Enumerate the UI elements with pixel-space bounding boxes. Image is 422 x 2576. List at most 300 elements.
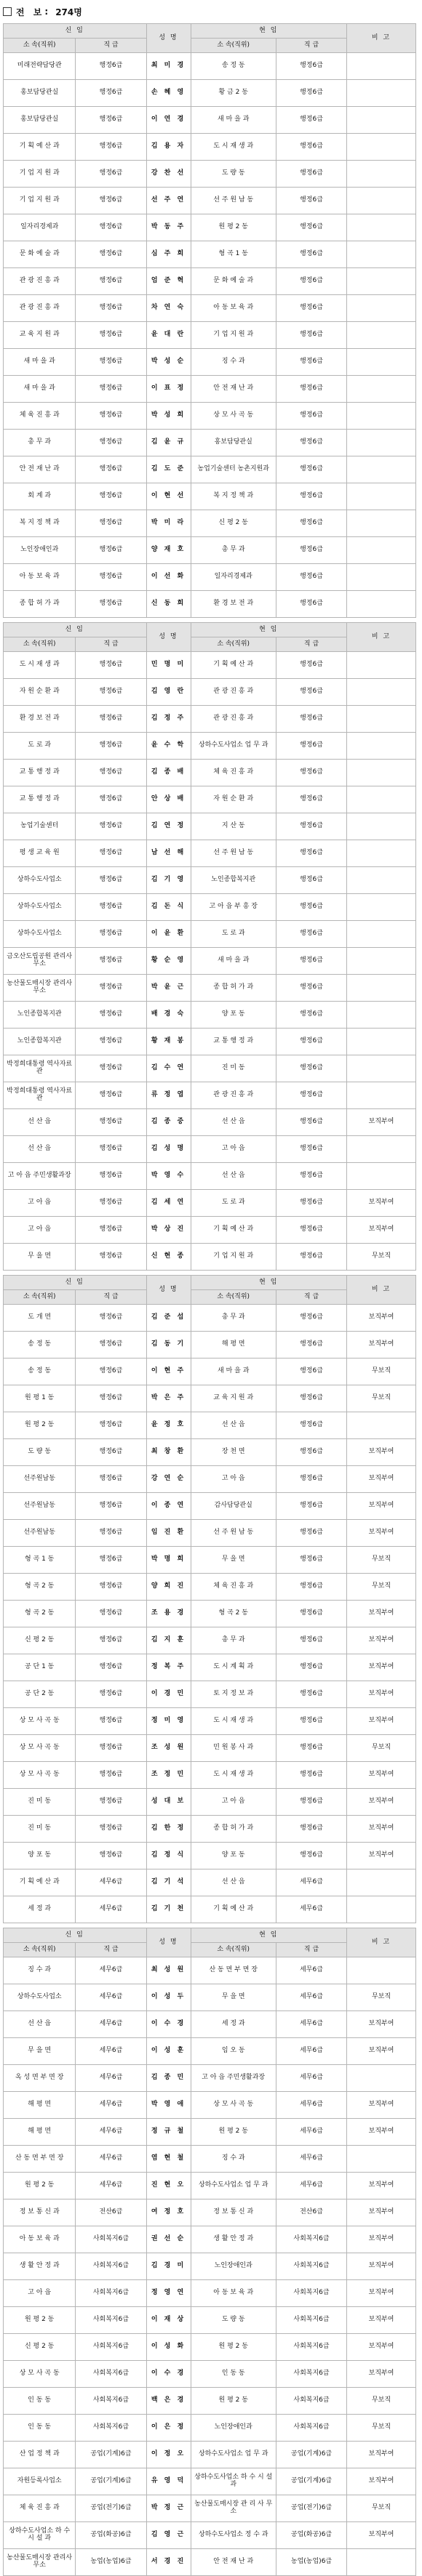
current-dept-cell: 선 산 읍 xyxy=(191,1412,276,1439)
table-row xyxy=(4,1109,416,1136)
new-dept-cell: 선 산 읍 xyxy=(4,1109,76,1136)
current-grade-cell: 공업(전기)6급 xyxy=(276,2495,346,2522)
name-cell: 양 희 진 xyxy=(146,1574,191,1601)
name-cell: 이 재 상 xyxy=(146,2307,191,2334)
current-dept-cell: 정 보 통 신 과 xyxy=(191,2199,276,2226)
name-cell: 이 종 연 xyxy=(146,1493,191,1520)
current-grade-cell: 행정6급 xyxy=(276,1547,346,1574)
new-dept-cell: 무 을 면 xyxy=(4,1244,76,1271)
table-row xyxy=(4,2065,416,2092)
header-current-dept: 소 속(직위) xyxy=(191,1943,276,1957)
remark-cell xyxy=(347,948,416,975)
remark-cell xyxy=(347,483,416,510)
current-grade-cell: 행정6급 xyxy=(276,760,346,786)
new-dept-cell: 노인종합복지관 xyxy=(4,1029,76,1055)
new-grade-cell: 사회복지6급 xyxy=(76,2280,146,2307)
current-dept-cell: 기 업 지 원 과 xyxy=(191,322,276,349)
name-cell: 안 상 배 xyxy=(146,786,191,813)
name-cell: 김 정 주 xyxy=(146,706,191,733)
new-dept-cell: 상하수도사업소 하 수 시 설 과 xyxy=(4,2522,76,2549)
current-grade-cell: 행정6급 xyxy=(276,1466,346,1493)
current-dept-cell: 기 업 지 원 과 xyxy=(191,1244,276,1271)
new-grade-cell: 행정6급 xyxy=(76,1627,146,1654)
current-grade-cell: 행정6급 xyxy=(276,430,346,456)
new-dept-cell: 체 육 진 흥 과 xyxy=(4,403,76,430)
current-dept-cell: 노인장애인과 xyxy=(191,2415,276,2442)
new-grade-cell: 행정6급 xyxy=(76,1163,146,1190)
current-dept-cell: 총 무 과 xyxy=(191,1305,276,1332)
remark-cell: 보직부여 xyxy=(347,2468,416,2495)
new-dept-cell: 농업기술센터 xyxy=(4,813,76,840)
current-dept-cell: 도 량 동 xyxy=(191,161,276,188)
current-grade-cell: 사회복지6급 xyxy=(276,2280,346,2307)
name-cell: 여 정 호 xyxy=(146,2199,191,2226)
remark-cell: 보직부여 xyxy=(347,1493,416,1520)
current-grade-cell: 행정6급 xyxy=(276,349,346,376)
header-new-dept: 소 속(직위) xyxy=(4,39,76,53)
table-row xyxy=(4,1816,416,1843)
remark-cell: 보직부여 xyxy=(347,1843,416,1869)
table-row xyxy=(4,2361,416,2388)
table-row xyxy=(4,349,416,376)
table-row xyxy=(4,2334,416,2361)
new-dept-cell: 상 모 사 곡 동 xyxy=(4,1735,76,1762)
table-row xyxy=(4,2495,416,2522)
current-dept-cell: 임 오 동 xyxy=(191,2038,276,2065)
table-row xyxy=(4,53,416,80)
current-grade-cell: 행정6급 xyxy=(276,948,346,975)
current-grade-cell: 행정6급 xyxy=(276,1627,346,1654)
new-grade-cell: 공업(화공)6급 xyxy=(76,2522,146,2549)
summary-colon: : xyxy=(44,7,49,17)
current-grade-cell: 공업(기계)6급 xyxy=(276,2468,346,2495)
name-cell: 김 수 연 xyxy=(146,1055,191,1082)
current-dept-cell: 선 주 원 남 동 xyxy=(191,188,276,214)
current-dept-cell: 도 량 동 xyxy=(191,2307,276,2334)
current-dept-cell: 새 마 을 과 xyxy=(191,948,276,975)
name-cell: 황 재 봉 xyxy=(146,1029,191,1055)
current-grade-cell: 세무6급 xyxy=(276,2092,346,2119)
remark-cell: 무보직 xyxy=(347,1574,416,1601)
current-dept-cell: 안 전 재 난 과 xyxy=(191,2549,276,2576)
new-grade-cell: 세무6급 xyxy=(76,2092,146,2119)
remark-cell xyxy=(347,706,416,733)
current-dept-cell: 선 주 원 남 동 xyxy=(191,840,276,867)
remark-cell xyxy=(347,1896,416,1923)
remark-cell: 무보직 xyxy=(347,1735,416,1762)
new-dept-cell: 고 아 읍 주민생활과장 xyxy=(4,1163,76,1190)
new-grade-cell: 사회복지6급 xyxy=(76,2226,146,2253)
current-grade-cell: 행정6급 xyxy=(276,403,346,430)
current-dept-cell: 기 획 예 산 과 xyxy=(191,652,276,679)
new-dept-cell: 상 모 사 곡 동 xyxy=(4,1708,76,1735)
table-row xyxy=(4,564,416,591)
current-dept-cell: 세 정 과 xyxy=(191,2011,276,2038)
header-remark: 비 고 xyxy=(347,1928,416,1957)
name-cell: 최 성 원 xyxy=(146,1957,191,1984)
new-grade-cell: 행정6급 xyxy=(76,1843,146,1869)
current-dept-cell: 고 아 읍 xyxy=(191,1789,276,1816)
new-grade-cell: 행정6급 xyxy=(76,975,146,1002)
new-dept-cell: 새 마 을 과 xyxy=(4,376,76,403)
new-grade-cell: 행정6급 xyxy=(76,376,146,403)
header-new-dept: 소 속(직위) xyxy=(4,1943,76,1957)
new-grade-cell: 행정6급 xyxy=(76,760,146,786)
current-grade-cell: 행정6급 xyxy=(276,1244,346,1271)
table-row xyxy=(4,241,416,268)
table-row xyxy=(4,1762,416,1789)
table-row xyxy=(4,2146,416,2173)
table-row xyxy=(4,430,416,456)
remark-cell: 무보직 xyxy=(347,1385,416,1412)
current-grade-cell: 행정6급 xyxy=(276,1412,346,1439)
new-grade-cell: 행정6급 xyxy=(76,1466,146,1493)
new-grade-cell: 행정6급 xyxy=(76,1332,146,1359)
new-grade-cell: 농업(농업)6급 xyxy=(76,2549,146,2576)
current-dept-cell: 총 무 과 xyxy=(191,1627,276,1654)
new-dept-cell: 기 획 예 산 과 xyxy=(4,134,76,161)
new-dept-cell: 박정희대통령 역사자료관 xyxy=(4,1055,76,1082)
tables-container xyxy=(0,23,422,2576)
current-dept-cell: 아 동 보 육 과 xyxy=(191,295,276,322)
remark-cell xyxy=(347,322,416,349)
new-dept-cell: 기 업 지 원 과 xyxy=(4,161,76,188)
new-dept-cell: 노인장애인과 xyxy=(4,537,76,564)
current-grade-cell: 행정6급 xyxy=(276,1029,346,1055)
name-cell: 김 한 정 xyxy=(146,1816,191,1843)
new-dept-cell: 회 계 과 xyxy=(4,483,76,510)
current-dept-cell: 관 광 진 흥 과 xyxy=(191,706,276,733)
table-header-row xyxy=(4,24,416,39)
name-cell: 김 정 식 xyxy=(146,1843,191,1869)
new-grade-cell: 행정6급 xyxy=(76,564,146,591)
table-row xyxy=(4,652,416,679)
remark-cell: 무보직 xyxy=(347,1359,416,1385)
table-header-row xyxy=(4,1276,416,1290)
new-grade-cell: 행정6급 xyxy=(76,1217,146,1244)
header-new-dept: 소 속(직위) xyxy=(4,1290,76,1305)
current-dept-cell: 해 평 면 xyxy=(191,1332,276,1359)
remark-cell xyxy=(347,921,416,948)
current-dept-cell: 원 평 2 동 xyxy=(191,214,276,241)
new-grade-cell: 세무6급 xyxy=(76,2065,146,2092)
new-grade-cell: 행정6급 xyxy=(76,733,146,760)
current-grade-cell: 세무6급 xyxy=(276,1896,346,1923)
remark-cell: 보직부여 xyxy=(347,2199,416,2226)
current-grade-cell: 행정6급 xyxy=(276,214,346,241)
current-dept-cell: 아 동 보 육 과 xyxy=(191,2280,276,2307)
table-row xyxy=(4,2038,416,2065)
name-cell: 신 동 희 xyxy=(146,591,191,618)
remark-cell: 무보직 xyxy=(347,1984,416,2011)
name-cell: 이 수 경 xyxy=(146,2361,191,2388)
current-grade-cell: 행정6급 xyxy=(276,1520,346,1547)
new-dept-cell: 신 평 2 동 xyxy=(4,2334,76,2361)
personnel-table xyxy=(3,23,416,618)
remark-cell xyxy=(347,867,416,894)
current-grade-cell: 행정6급 xyxy=(276,1332,346,1359)
name-cell: 엄 준 혁 xyxy=(146,268,191,295)
new-grade-cell: 사회복지6급 xyxy=(76,2334,146,2361)
new-dept-cell: 종 합 허 가 과 xyxy=(4,591,76,618)
current-dept-cell: 송 정 동 xyxy=(191,53,276,80)
new-dept-cell: 박정희대통령 역사자료관 xyxy=(4,1082,76,1109)
new-dept-cell: 홍보담당관실 xyxy=(4,80,76,107)
table-row xyxy=(4,456,416,483)
current-grade-cell: 세무6급 xyxy=(276,2146,346,2173)
new-grade-cell: 사회복지6급 xyxy=(76,2307,146,2334)
current-grade-cell: 행정6급 xyxy=(276,1654,346,1681)
new-dept-cell: 무 을 면 xyxy=(4,2038,76,2065)
current-grade-cell: 사회복지6급 xyxy=(276,2388,346,2415)
table-row xyxy=(4,1359,416,1385)
header-current-dept: 소 속(직위) xyxy=(191,1290,276,1305)
current-grade-cell: 행정6급 xyxy=(276,1762,346,1789)
remark-cell: 보직부여 xyxy=(347,1627,416,1654)
remark-cell xyxy=(347,786,416,813)
current-dept-cell: 자 원 순 환 과 xyxy=(191,786,276,813)
name-cell: 이 정 오 xyxy=(146,2442,191,2468)
new-grade-cell: 행정6급 xyxy=(76,268,146,295)
remark-cell xyxy=(347,53,416,80)
current-dept-cell: 형 곡 1 동 xyxy=(191,241,276,268)
table-row xyxy=(4,894,416,921)
new-grade-cell: 사회복지6급 xyxy=(76,2361,146,2388)
new-grade-cell: 행정6급 xyxy=(76,537,146,564)
new-grade-cell: 행정6급 xyxy=(76,840,146,867)
new-dept-cell: 도 로 과 xyxy=(4,733,76,760)
name-cell: 김 돈 식 xyxy=(146,894,191,921)
new-grade-cell: 행정6급 xyxy=(76,456,146,483)
current-dept-cell: 노인종합복지관 xyxy=(191,867,276,894)
table-row xyxy=(4,2442,416,2468)
new-dept-cell: 기 획 예 산 과 xyxy=(4,1869,76,1896)
remark-cell xyxy=(347,214,416,241)
current-grade-cell: 행정6급 xyxy=(276,921,346,948)
name-cell: 이 현 선 xyxy=(146,483,191,510)
current-grade-cell: 행정6급 xyxy=(276,786,346,813)
remark-cell xyxy=(347,1163,416,1190)
name-cell: 박 동 주 xyxy=(146,214,191,241)
header-current-grade: 직 급 xyxy=(276,39,346,53)
name-cell: 정 복 주 xyxy=(146,1654,191,1681)
new-grade-cell: 행정6급 xyxy=(76,214,146,241)
current-dept-cell: 선 산 읍 xyxy=(191,1109,276,1136)
new-dept-cell: 교 통 행 정 과 xyxy=(4,760,76,786)
remark-cell: 무보직 xyxy=(347,1244,416,1271)
remark-cell: 보직부여 xyxy=(347,1789,416,1816)
current-dept-cell: 관 광 진 흥 과 xyxy=(191,1082,276,1109)
personnel-table xyxy=(3,1928,416,2576)
current-grade-cell: 행정6급 xyxy=(276,1574,346,1601)
current-grade-cell: 행정6급 xyxy=(276,867,346,894)
current-dept-cell: 도 로 과 xyxy=(191,1190,276,1217)
current-dept-cell: 새 마 을 과 xyxy=(191,107,276,134)
remark-cell xyxy=(347,161,416,188)
table-row xyxy=(4,1217,416,1244)
name-cell: 김 영 란 xyxy=(146,679,191,706)
new-grade-cell: 사회복지6급 xyxy=(76,2388,146,2415)
remark-cell: 보직부여 xyxy=(347,2119,416,2146)
table-row xyxy=(4,2226,416,2253)
remark-cell: 보직부여 xyxy=(347,2280,416,2307)
current-grade-cell: 행정6급 xyxy=(276,295,346,322)
name-cell: 김 종 민 xyxy=(146,2065,191,2092)
current-grade-cell: 행정6급 xyxy=(276,1681,346,1708)
table-row xyxy=(4,214,416,241)
name-cell: 박 은 주 xyxy=(146,1385,191,1412)
new-dept-cell: 송 정 동 xyxy=(4,1359,76,1385)
name-cell: 김 기 천 xyxy=(146,1896,191,1923)
current-dept-cell: 총 무 과 xyxy=(191,537,276,564)
new-dept-cell: 옥 성 면 부 면 장 xyxy=(4,2065,76,2092)
header-new-grade: 직 급 xyxy=(76,1290,146,1305)
name-cell: 차 연 숙 xyxy=(146,295,191,322)
current-grade-cell: 행정6급 xyxy=(276,188,346,214)
table-row xyxy=(4,483,416,510)
table-row xyxy=(4,591,416,618)
new-grade-cell: 행정6급 xyxy=(76,652,146,679)
name-cell: 김 성 명 xyxy=(146,1136,191,1163)
new-dept-cell: 도 개 면 xyxy=(4,1305,76,1332)
current-dept-cell: 황 금 2 동 xyxy=(191,80,276,107)
remark-cell xyxy=(347,349,416,376)
current-dept-cell: 형 곡 2 동 xyxy=(191,1601,276,1627)
remark-cell xyxy=(347,241,416,268)
new-dept-cell: 일자리경제과 xyxy=(4,214,76,241)
current-grade-cell: 사회복지6급 xyxy=(276,2307,346,2334)
remark-cell xyxy=(347,1412,416,1439)
current-dept-cell: 교 통 행 정 과 xyxy=(191,1029,276,1055)
remark-cell: 보직부여 xyxy=(347,2442,416,2468)
name-cell: 윤 수 학 xyxy=(146,733,191,760)
current-dept-cell: 노인장애인과 xyxy=(191,2253,276,2280)
name-cell: 이 경 민 xyxy=(146,1681,191,1708)
new-grade-cell: 세무6급 xyxy=(76,1984,146,2011)
remark-cell: 보직부여 xyxy=(347,1190,416,1217)
remark-cell: 보직부여 xyxy=(347,2361,416,2388)
current-dept-cell: 징 수 과 xyxy=(191,2146,276,2173)
current-grade-cell: 행정6급 xyxy=(276,1002,346,1029)
table-row xyxy=(4,2092,416,2119)
remark-cell: 보직부여 xyxy=(347,1439,416,1466)
name-cell: 이 성 화 xyxy=(146,2334,191,2361)
new-grade-cell: 행정6급 xyxy=(76,786,146,813)
table-row xyxy=(4,1735,416,1762)
header-current-position: 현 임 xyxy=(191,1276,347,1290)
remark-cell: 보직부여 xyxy=(347,1109,416,1136)
remark-cell xyxy=(347,80,416,107)
current-dept-cell: 체 육 진 흥 과 xyxy=(191,760,276,786)
checkbox-icon xyxy=(3,7,12,16)
remark-cell: 보직부여 xyxy=(347,1466,416,1493)
summary-label: 전 보 xyxy=(16,7,45,17)
new-grade-cell: 행정6급 xyxy=(76,1439,146,1466)
current-grade-cell: 사회복지6급 xyxy=(276,2226,346,2253)
current-grade-cell: 행정6급 xyxy=(276,1735,346,1762)
name-cell: 박 상 진 xyxy=(146,1217,191,1244)
remark-cell xyxy=(347,107,416,134)
new-grade-cell: 행정6급 xyxy=(76,1708,146,1735)
table-row xyxy=(4,2173,416,2199)
current-dept-cell: 상하수도사업소 업 무 과 xyxy=(191,2173,276,2199)
current-grade-cell: 세무6급 xyxy=(276,1869,346,1896)
new-dept-cell: 상 모 사 곡 동 xyxy=(4,2361,76,2388)
new-dept-cell: 미래전략담당관 xyxy=(4,53,76,80)
current-dept-cell: 원 평 2 동 xyxy=(191,2388,276,2415)
new-dept-cell: 도 량 동 xyxy=(4,1439,76,1466)
current-grade-cell: 전산6급 xyxy=(276,2199,346,2226)
new-grade-cell: 행정6급 xyxy=(76,188,146,214)
table-row xyxy=(4,1896,416,1923)
new-grade-cell: 행정6급 xyxy=(76,483,146,510)
current-grade-cell: 행정6급 xyxy=(276,161,346,188)
remark-cell xyxy=(347,840,416,867)
table-row xyxy=(4,2011,416,2038)
table-row xyxy=(4,1520,416,1547)
current-grade-cell: 행정6급 xyxy=(276,1789,346,1816)
current-dept-cell: 민 원 봉 사 과 xyxy=(191,1735,276,1762)
new-dept-cell: 복 지 정 책 과 xyxy=(4,510,76,537)
name-cell: 김 윤 규 xyxy=(146,430,191,456)
current-dept-cell: 상하수도사업소 업 무 과 xyxy=(191,733,276,760)
current-dept-cell: 선 산 읍 xyxy=(191,1869,276,1896)
table-row xyxy=(4,1957,416,1984)
current-dept-cell: 상하수도사업소 정 수 과 xyxy=(191,2522,276,2549)
current-dept-cell: 고 아 읍 xyxy=(191,1466,276,1493)
remark-cell: 보직부여 xyxy=(347,1816,416,1843)
new-grade-cell: 행정6급 xyxy=(76,1029,146,1055)
remark-cell: 무보직 xyxy=(347,2388,416,2415)
remark-cell xyxy=(347,2065,416,2092)
table-row xyxy=(4,2522,416,2549)
new-dept-cell: 상 모 사 곡 동 xyxy=(4,1762,76,1789)
remark-cell: 무보직 xyxy=(347,1547,416,1574)
table-row xyxy=(4,322,416,349)
remark-cell xyxy=(347,188,416,214)
table-row xyxy=(4,1136,416,1163)
new-grade-cell: 공업(기계)6급 xyxy=(76,2442,146,2468)
remark-cell: 보직부여 xyxy=(347,1305,416,1332)
name-cell: 민 명 미 xyxy=(146,652,191,679)
name-cell: 이 연 경 xyxy=(146,107,191,134)
name-cell: 성 대 보 xyxy=(146,1789,191,1816)
new-grade-cell: 행정6급 xyxy=(76,107,146,134)
new-dept-cell: 원 평 2 동 xyxy=(4,2173,76,2199)
current-grade-cell: 공업(화공)6급 xyxy=(276,2522,346,2549)
table-row xyxy=(4,1466,416,1493)
table-row xyxy=(4,376,416,403)
current-dept-cell: 징 수 과 xyxy=(191,349,276,376)
table-row xyxy=(4,1681,416,1708)
new-grade-cell: 행정6급 xyxy=(76,1520,146,1547)
current-dept-cell: 새 마 을 과 xyxy=(191,1359,276,1385)
name-cell: 심 주 희 xyxy=(146,241,191,268)
remark-cell xyxy=(347,2146,416,2173)
current-grade-cell: 행정6급 xyxy=(276,322,346,349)
current-dept-cell: 고 아 읍 xyxy=(191,1136,276,1163)
new-dept-cell: 도 시 재 생 과 xyxy=(4,652,76,679)
current-dept-cell: 종 합 허 가 과 xyxy=(191,1816,276,1843)
current-grade-cell: 세무6급 xyxy=(276,1957,346,1984)
remark-cell xyxy=(347,1029,416,1055)
current-dept-cell: 복 지 정 책 과 xyxy=(191,483,276,510)
new-grade-cell: 행정6급 xyxy=(76,1244,146,1271)
current-dept-cell: 상하수도사업소 하 수 시 설 과 xyxy=(191,2468,276,2495)
name-cell: 박 성 순 xyxy=(146,349,191,376)
new-dept-cell: 관 광 진 흥 과 xyxy=(4,295,76,322)
current-grade-cell: 세무6급 xyxy=(276,2173,346,2199)
